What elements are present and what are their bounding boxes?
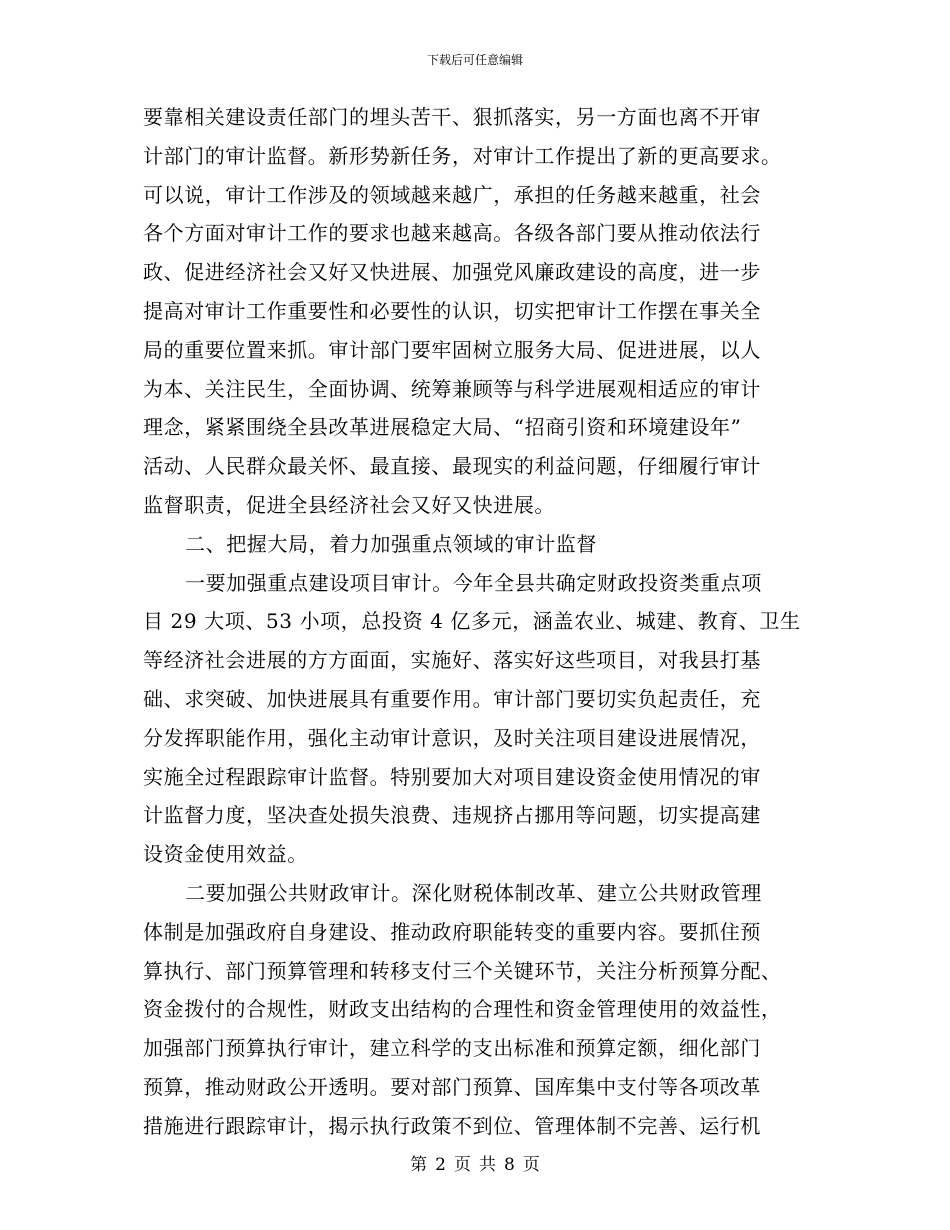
footer-label-page: 第 (410, 1155, 428, 1175)
text-line: 活动、人民群众最关怀、最直接、最现实的利益问题，仔细履行审计 (143, 454, 761, 479)
text-line: 各个方面对审计工作的要求也越来越高。各级各部门要从推动依法行 (143, 221, 761, 246)
text-line: 资金拨付的合规性，财政支出结构的合理性和资金管理使用的效益性， (143, 997, 782, 1022)
text-line: 实施全过程跟踪审计监督。特别要加大对项目建设资金使用情况的审 (143, 764, 761, 789)
paragraph-first-line: 一要加强重点建设项目审计。今年全县共确定财政投资类重点项 (185, 570, 762, 595)
text-line: 设资金使用效益。 (143, 842, 308, 867)
paragraph-first-line: 二要加强公共财政审计。深化财税体制改革、建立公共财政管理 (185, 880, 762, 905)
text-line: 可以说，审计工作涉及的领域越来越广，承担的任务越来越重，社会 (143, 182, 761, 207)
text-line: 理念，紧紧围绕全县改革进展稳定大局、“招商引资和环境建设年” (143, 415, 742, 440)
text-line: 措施进行跟踪审计，揭示执行政策不到位、管理体制不完善、运行机 (143, 1113, 761, 1138)
text-line: 分发挥职能作用，强化主动审计意识，及时关注项目建设进展情况， (143, 725, 761, 750)
footer-current-page: 2 (435, 1155, 446, 1175)
text-line: 计监督力度，坚决查处损失浪费、违规挤占挪用等问题，切实提高建 (143, 803, 761, 828)
text-line: 目 29 大项、53 小项，总投资 4 亿多元，涵盖农业、城建、教育、卫生 (143, 609, 801, 634)
section-heading: 二、把握大局，着力加强重点领域的审计监督 (185, 531, 597, 556)
page-header: 下载后可任意编辑 (426, 53, 523, 67)
text-line: 政、促进经济社会又好又快进展、加强党风廉政建设的高度，进一步 (143, 260, 761, 285)
text-line: 础、求突破、加快进展具有重要作用。审计部门要切实负起责任，充 (143, 686, 761, 711)
text-line: 体制是加强政府自身建设、推动政府职能转变的重要内容。要抓住预 (143, 919, 761, 944)
text-line: 局的重要位置来抓。审计部门要牢固树立服务大局、促进进展，以人 (143, 337, 761, 362)
footer-label-unit: 页 (454, 1155, 471, 1175)
text-line: 提高对审计工作重要性和必要性的认识，切实把审计工作摆在事关全 (143, 298, 761, 323)
footer-label-total: 共 (479, 1155, 496, 1175)
page-footer (0, 1154, 950, 1176)
text-line: 为本、关注民生，全面协调、统筹兼顾等与科学进展观相适应的审计 (143, 376, 761, 401)
text-line: 要靠相关建设责任部门的埋头苦干、狠抓落实，另一方面也离不开审 (143, 105, 761, 129)
text-line: 算执行、部门预算管理和转移支付三个关键环节，关注分析预算分配、 (143, 958, 782, 983)
text-line: 预算，推动财政公开透明。要对部门预算、国库集中支付等各项改革 (143, 1074, 761, 1099)
document-body (143, 98, 807, 1146)
footer-total-pages: 8 (504, 1155, 515, 1175)
footer-label-unit2: 页 (522, 1155, 540, 1175)
text-line: 监督职责，促进全县经济社会又好又快进展。 (143, 492, 555, 517)
text-line: 计部门的审计监督。新形势新任务，对审计工作提出了新的更高要求。 (143, 143, 782, 168)
text-line: 等经济社会进展的方方面面，实施好、落实好这些项目，对我县打基 (143, 648, 761, 673)
text-line: 加强部门预算执行审计，建立科学的支出标准和预算定额，细化部门 (143, 1036, 761, 1061)
